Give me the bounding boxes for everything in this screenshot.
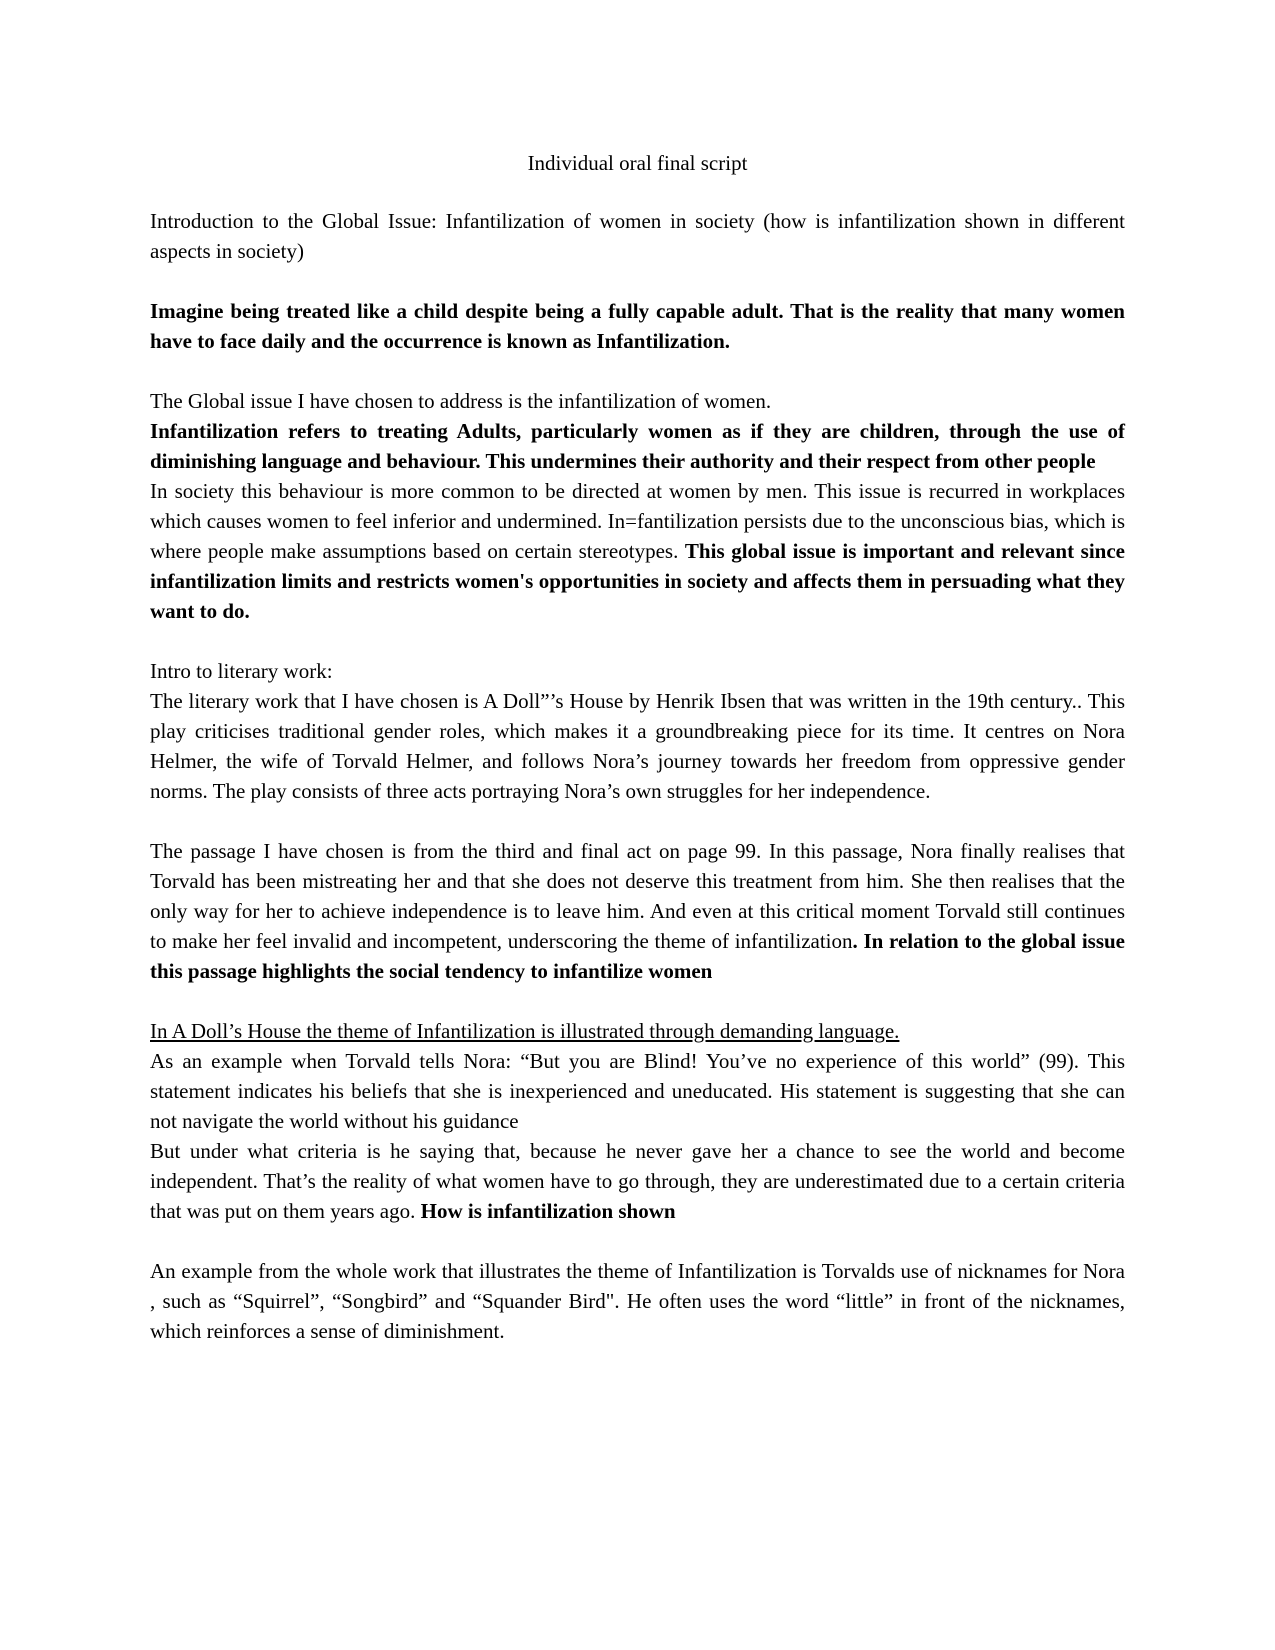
passage-text: The passage I have chosen is from the third and final act on page 99. In this passage, Nora finally realises that Torvald has been mistreating her and that she does not deserve this treatment from him. She then realises that the only way for her to achieve independence is to leave him. And even at this critical moment Torvald still continues to make her feel invalid and incompetent, underscoring the theme of infantilization [150,839,1125,953]
passage-bold-text: . In relation to the global issue this passage highlights the social tendency to infantilize women [150,929,1126,983]
spacer [150,266,1125,296]
criteria-paragraph [150,1136,1125,1226]
theme-heading [150,1016,1125,1046]
literary-heading: Intro to literary work: [150,659,333,683]
hook-text: Imagine being treated like a child despite being a fully capable adult. That is the reality that many women have to face daily and the occurrence is known as Infantilization. [150,299,1125,353]
intro-global-issue: Introduction to the Global Issue: Infantilization of women in society (how is infantilization shown in different aspects in society) [150,209,1125,263]
global-issue-line: The Global issue I have chosen to address is the infantilization of women. [150,389,772,413]
spacer [150,356,1125,386]
criteria-bold-text: How is infantilization shown [420,1199,676,1223]
definition-text: Infantilization refers to treating Adults, particularly women as if they are children, through the use of diminishing language and behaviour. This undermines their authority and their respect from other people [150,419,1125,473]
spacer [150,986,1125,1016]
example-paragraph: As an example when Torvald tells Nora: “But you are Blind! You’ve no experience of this world” (99). This statement indicates his beliefs that she is inexperienced and uneducated. His statement is suggesting that she can not navigate the world without his guidance [150,1049,1125,1133]
society-bold-text: This global issue is important and relevant since infantilization limits and restricts women's opportunities in society and affects them in persuading what they want to do. [150,539,1125,623]
passage-paragraph [150,836,1125,986]
criteria-text: But under what criteria is he saying that, because he never gave her a chance to see the world and become independent. That’s the reality of what women have to go through, they are underestimated due to a certain criteria that was put on them years ago. [150,1139,1125,1223]
spacer [150,1226,1125,1256]
theme-heading-text: In A Doll’s House the theme of Infantilization is illustrated through demanding language. [150,1019,900,1043]
spacer [150,806,1125,836]
hook-paragraph [150,296,1125,356]
document-title: Individual oral final script [527,151,748,175]
society-text: In society this behaviour is more common to be directed at women by men. This issue is recurred in workplaces which causes women to feel inferior and undermined. In=fantilization persists due to the unconscious bias, which is where people make assumptions based on certain stereotypes. [150,479,1125,563]
nicknames-paragraph: An example from the whole work that illustrates the theme of Infantilization is Torvalds use of nicknames for Nora , such as “Squirrel”, “Songbird” and “Squander Bird". He often uses the word “little” in front of the nicknames, which reinforces a sense of diminishment. [150,1259,1125,1343]
society-paragraph [150,476,1125,626]
literary-paragraph: The literary work that I have chosen is A Doll”’s House by Henrik Ibsen that was written in the 19th century.. This play criticises traditional gender roles, which makes it a groundbreaking piece for its time. It centres on Nora Helmer, the wife of Torvald Helmer, and follows Nora’s journey towards her freedom from oppressive gender norms. The play consists of three acts portraying Nora’s own struggles for her independence. [150,689,1125,803]
document-page [150,148,1125,1346]
definition-paragraph [150,416,1125,476]
spacer [150,626,1125,656]
